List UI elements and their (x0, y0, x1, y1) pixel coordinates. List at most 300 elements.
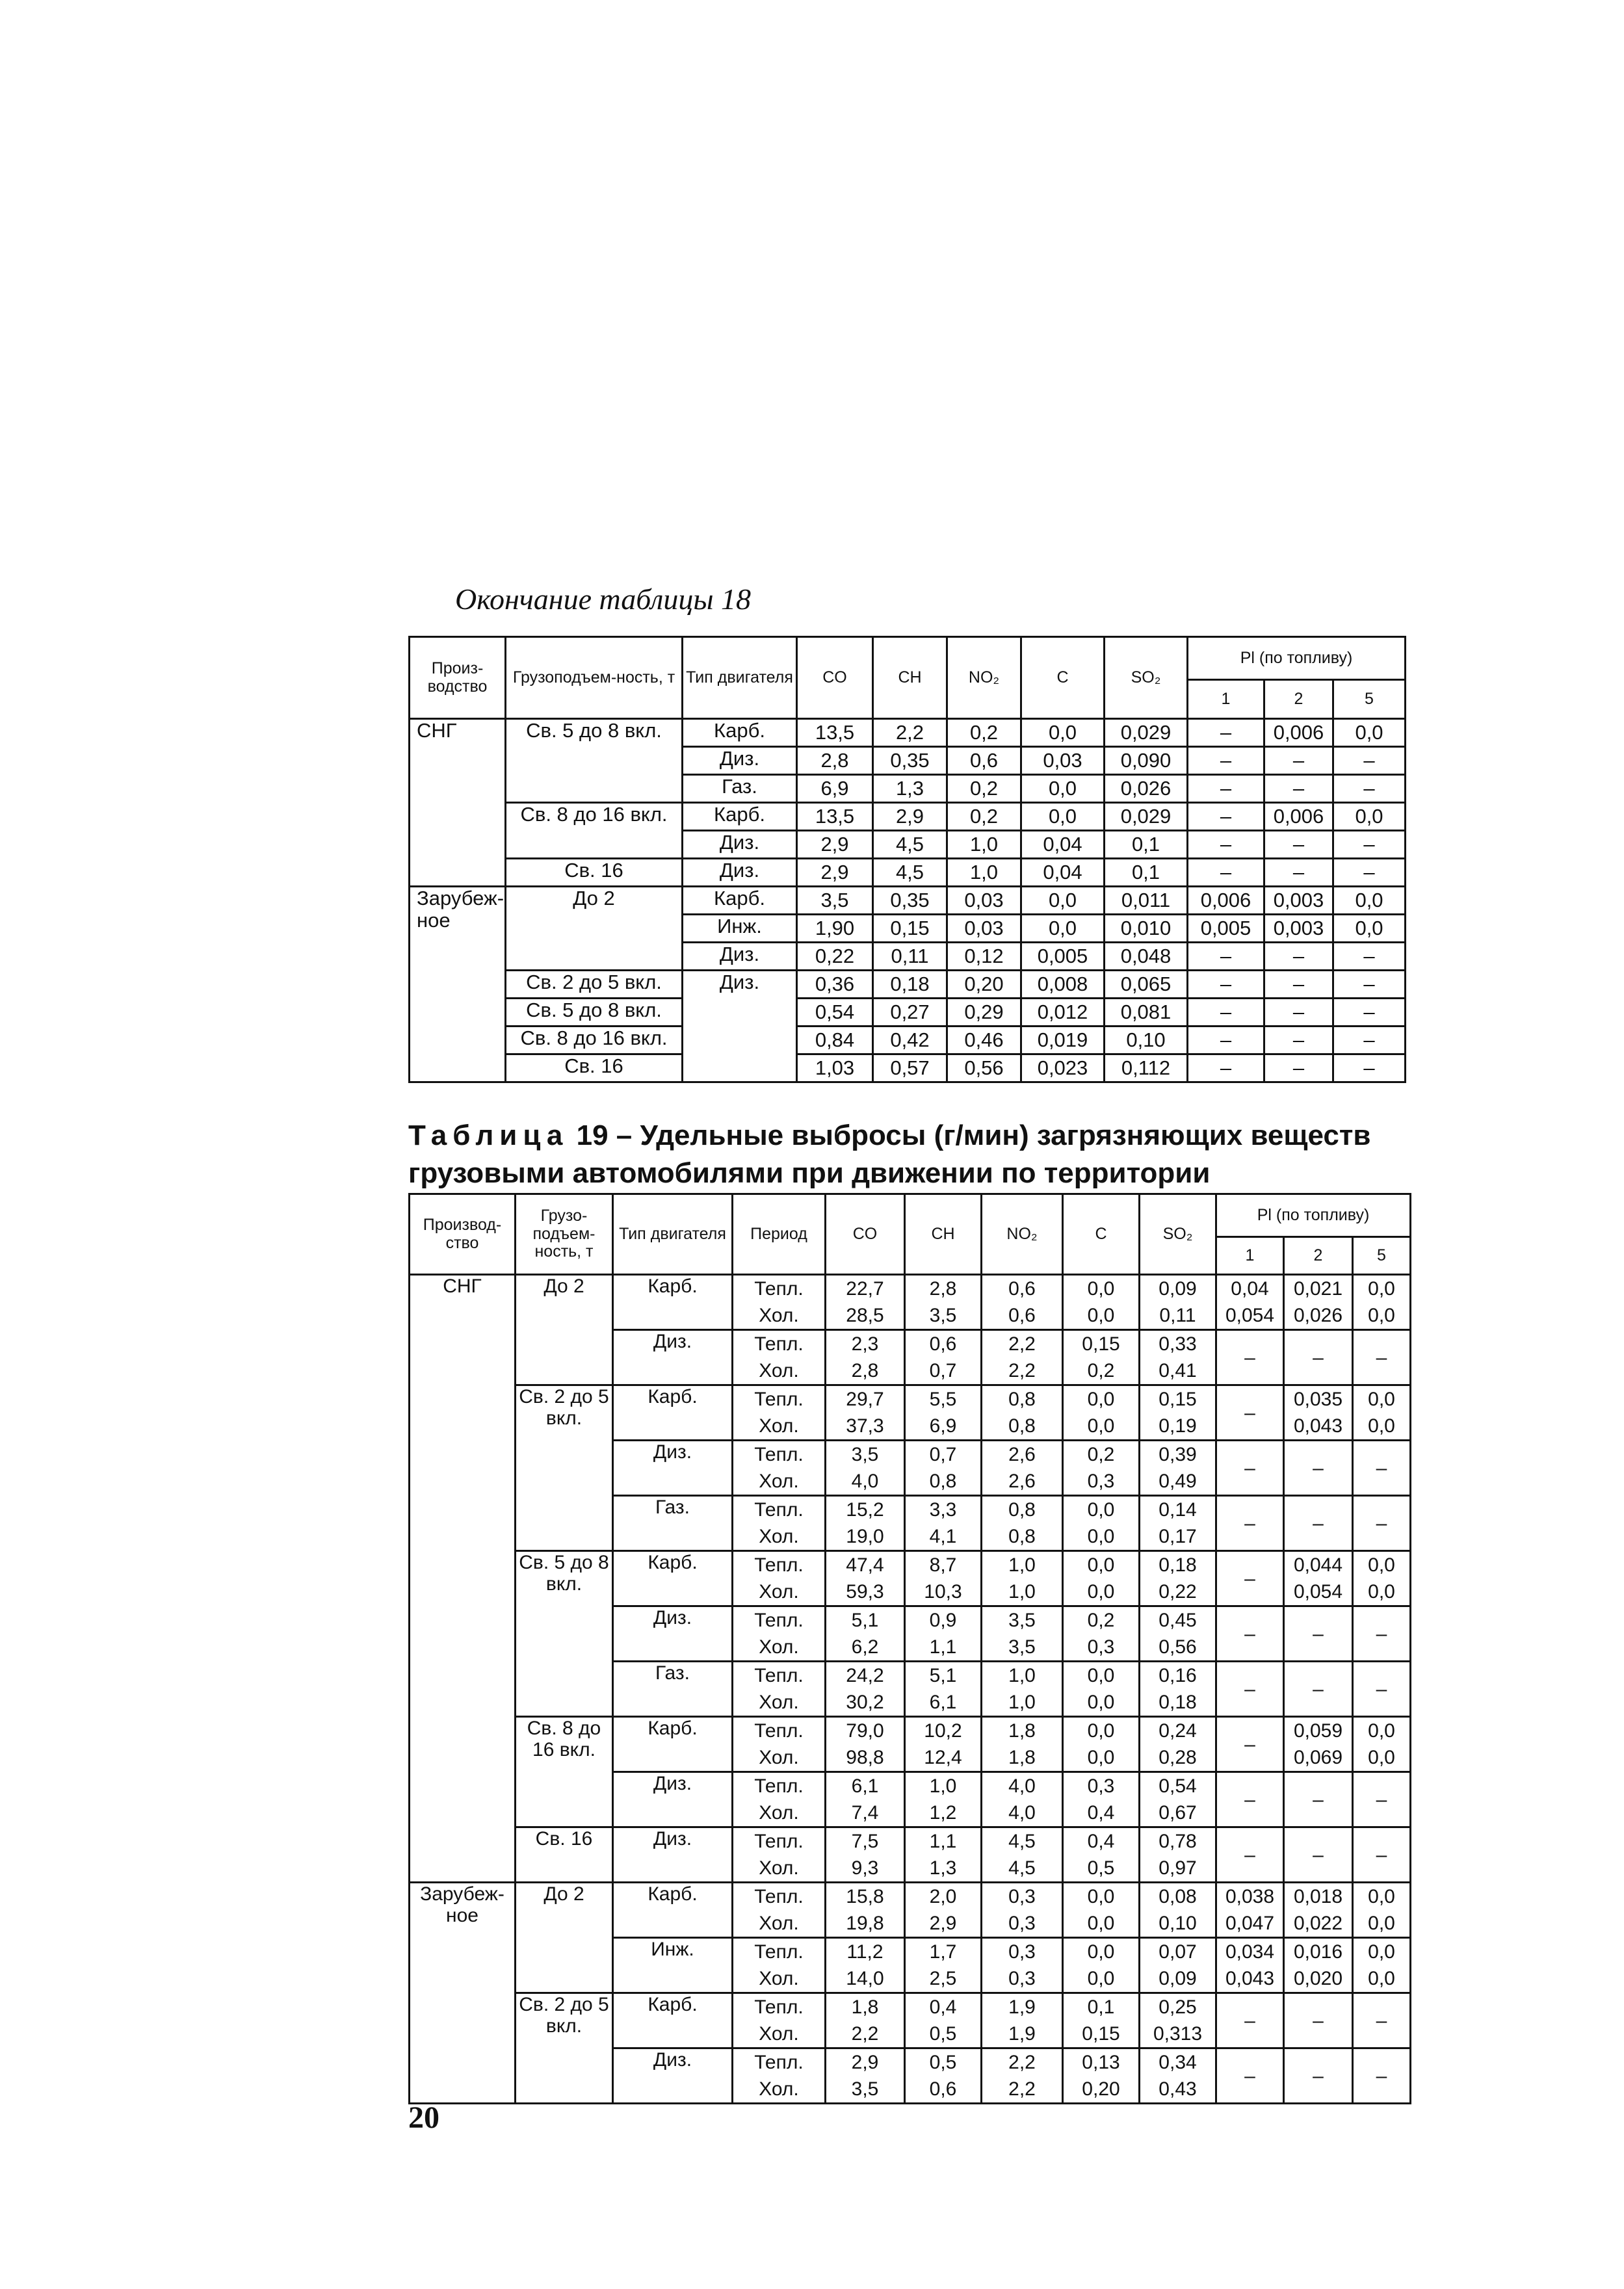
c-cell: 0,15 (1063, 1330, 1140, 1358)
so2-cell: 0,67 (1140, 1799, 1216, 1827)
pi-5-cell: – (1333, 747, 1406, 775)
pi-5-cell: 0,0 (1333, 719, 1406, 747)
header-pi-1: 1 (1216, 1237, 1284, 1275)
no2-cell: 4,5 (982, 1827, 1063, 1855)
c-cell: 0,20 (1063, 2076, 1140, 2104)
pi-1-cell: – (1216, 1330, 1284, 1385)
pi-5-cell: – (1333, 1027, 1406, 1054)
period-cell: Хол. (733, 1302, 826, 1330)
table-row (410, 803, 1406, 831)
pi-2-cell: – (1264, 1054, 1333, 1082)
header-c: C (1021, 637, 1105, 719)
no2-cell: 0,3 (982, 1883, 1063, 1911)
c-cell: 0,4 (1063, 1799, 1140, 1827)
so2-cell: 0,313 (1140, 2021, 1216, 2048)
header-so2: SO₂ (1140, 1194, 1216, 1275)
pi-2-cell: – (1264, 971, 1333, 999)
pi-1-cell: – (1188, 859, 1264, 887)
capacity-cell: Св. 8 до 16 вкл. (506, 1027, 683, 1054)
co-cell: 22,7 (826, 1275, 905, 1303)
ch-cell: 0,27 (873, 999, 947, 1027)
co-cell: 1,8 (826, 1993, 905, 2021)
engine-cell: Карб. (683, 803, 797, 831)
pi-1-cell: 0,038 (1216, 1883, 1284, 1911)
ch-cell: 5,5 (905, 1385, 982, 1413)
c-cell: 0,0 (1021, 775, 1105, 803)
ch-cell: 8,7 (905, 1551, 982, 1579)
c-cell: 0,0 (1021, 803, 1105, 831)
ch-cell: 0,8 (905, 1468, 982, 1496)
engine-cell: Инж. (613, 1938, 733, 1993)
so2-cell: 0,43 (1140, 2076, 1216, 2104)
co-cell: 28,5 (826, 1302, 905, 1330)
pi-2-cell: – (1264, 747, 1333, 775)
pi-2-cell: – (1284, 1496, 1353, 1551)
table18-caption: Окончание таблицы 18 (455, 582, 751, 616)
pi-2-cell: 0,054 (1284, 1578, 1353, 1606)
production-cell: Зарубеж-ное (410, 1883, 516, 2104)
co-cell: 14,0 (826, 1965, 905, 1993)
pi-2-cell: 0,006 (1264, 803, 1333, 831)
table-row (410, 1027, 1406, 1054)
so2-cell: 0,081 (1105, 999, 1188, 1027)
ch-cell: 0,15 (873, 915, 947, 943)
period-cell: Тепл. (733, 1275, 826, 1303)
ch-cell: 1,3 (905, 1855, 982, 1883)
production-cell: Зарубеж-ное (410, 887, 506, 1082)
c-cell: 0,3 (1063, 1772, 1140, 1800)
header-co: CO (797, 637, 873, 719)
header-capacity: Грузоподъем-ность, т (506, 637, 683, 719)
capacity-cell: Св. 16 (516, 1827, 613, 1883)
co-cell: 3,5 (826, 2076, 905, 2104)
pi-1-cell: – (1188, 943, 1264, 971)
so2-cell: 0,010 (1105, 915, 1188, 943)
capacity-cell: До 2 (516, 1275, 613, 1385)
c-cell: 0,0 (1021, 915, 1105, 943)
ch-cell: 0,57 (873, 1054, 947, 1082)
pi-2-cell: – (1284, 1993, 1353, 2048)
period-cell: Хол. (733, 1744, 826, 1772)
ch-cell: 0,5 (905, 2048, 982, 2076)
ch-cell: 1,3 (873, 775, 947, 803)
c-cell: 0,0 (1063, 1689, 1140, 1717)
no2-cell: 1,8 (982, 1744, 1063, 1772)
pi-5-cell: – (1353, 1330, 1411, 1385)
header-no2: NO₂ (982, 1194, 1063, 1275)
pi-1-cell: – (1188, 747, 1264, 775)
so2-cell: 0,45 (1140, 1606, 1216, 1634)
co-cell: 1,90 (797, 915, 873, 943)
period-cell: Тепл. (733, 1441, 826, 1469)
so2-cell: 0,39 (1140, 1441, 1216, 1469)
pi-2-cell: – (1284, 1827, 1353, 1883)
table-row (410, 1551, 1411, 1579)
c-cell: 0,0 (1063, 1662, 1140, 1690)
so2-cell: 0,1 (1105, 831, 1188, 859)
capacity-cell: Св. 16 (506, 1054, 683, 1082)
pi-5-cell: 0,0 (1353, 1938, 1411, 1966)
so2-cell: 0,18 (1140, 1551, 1216, 1579)
co-cell: 6,9 (797, 775, 873, 803)
period-cell: Тепл. (733, 1385, 826, 1413)
period-cell: Хол. (733, 1523, 826, 1551)
co-cell: 2,9 (826, 2048, 905, 2076)
no2-cell: 1,0 (947, 831, 1021, 859)
co-cell: 6,1 (826, 1772, 905, 1800)
c-cell: 0,2 (1063, 1606, 1140, 1634)
table-row (410, 1054, 1406, 1082)
c-cell: 0,0 (1063, 1910, 1140, 1938)
pi-5-cell: 0,0 (1353, 1578, 1411, 1606)
co-cell: 2,8 (797, 747, 873, 775)
header-c: C (1063, 1194, 1140, 1275)
pi-1-cell: – (1188, 971, 1264, 999)
pi-2-cell: 0,059 (1284, 1717, 1353, 1745)
pi-5-cell: 0,0 (1353, 1302, 1411, 1330)
c-cell: 0,0 (1063, 1275, 1140, 1303)
so2-cell: 0,14 (1140, 1496, 1216, 1524)
c-cell: 0,2 (1063, 1357, 1140, 1385)
capacity-cell: Св. 16 (506, 859, 683, 887)
c-cell: 0,3 (1063, 1468, 1140, 1496)
so2-cell: 0,54 (1140, 1772, 1216, 1800)
so2-cell: 0,029 (1105, 803, 1188, 831)
pi-5-cell: 0,0 (1353, 1717, 1411, 1745)
no2-cell: 2,2 (982, 2076, 1063, 2104)
so2-cell: 0,19 (1140, 1413, 1216, 1441)
pi-2-cell: 0,035 (1284, 1385, 1353, 1413)
c-cell: 0,15 (1063, 2021, 1140, 2048)
pi-2-cell: – (1284, 1606, 1353, 1662)
no2-cell: 4,0 (982, 1772, 1063, 1800)
ch-cell: 12,4 (905, 1744, 982, 1772)
pi-1-cell: – (1216, 1827, 1284, 1883)
no2-cell: 0,2 (947, 775, 1021, 803)
pi-5-cell: 0,0 (1353, 1965, 1411, 1993)
no2-cell: 2,6 (982, 1441, 1063, 1469)
no2-cell: 0,8 (982, 1496, 1063, 1524)
pi-5-cell: 0,0 (1333, 803, 1406, 831)
ch-cell: 1,0 (905, 1772, 982, 1800)
engine-cell: Диз. (613, 1772, 733, 1827)
ch-cell: 0,9 (905, 1606, 982, 1634)
pi-2-cell: – (1264, 999, 1333, 1027)
pi-5-cell: 0,0 (1353, 1385, 1411, 1413)
table-row (410, 971, 1406, 999)
co-cell: 30,2 (826, 1689, 905, 1717)
co-cell: 6,2 (826, 1634, 905, 1662)
pi-5-cell: – (1333, 831, 1406, 859)
pi-5-cell: – (1353, 1772, 1411, 1827)
pi-5-cell: – (1333, 971, 1406, 999)
c-cell: 0,4 (1063, 1827, 1140, 1855)
period-cell: Хол. (733, 1413, 826, 1441)
co-cell: 2,3 (826, 1330, 905, 1358)
co-cell: 7,4 (826, 1799, 905, 1827)
no2-cell: 0,03 (947, 915, 1021, 943)
ch-cell: 2,2 (873, 719, 947, 747)
header-production: Производ-ство (410, 1194, 516, 1275)
pi-2-cell: 0,021 (1284, 1275, 1353, 1303)
no2-cell: 0,3 (982, 1965, 1063, 1993)
ch-cell: 6,1 (905, 1689, 982, 1717)
no2-cell: 1,0 (982, 1551, 1063, 1579)
engine-cell: Карб. (613, 1551, 733, 1606)
co-cell: 15,2 (826, 1496, 905, 1524)
so2-cell: 0,25 (1140, 1993, 1216, 2021)
c-cell: 0,008 (1021, 971, 1105, 999)
engine-cell: Карб. (683, 887, 797, 915)
period-cell: Тепл. (733, 2048, 826, 2076)
co-cell: 3,5 (797, 887, 873, 915)
engine-cell: Карб. (613, 1275, 733, 1330)
c-cell: 0,0 (1063, 1883, 1140, 1911)
engine-cell: Карб. (613, 1883, 733, 1938)
no2-cell: 3,5 (982, 1634, 1063, 1662)
so2-cell: 0,41 (1140, 1357, 1216, 1385)
so2-cell: 0,112 (1105, 1054, 1188, 1082)
pi-2-cell: 0,043 (1284, 1413, 1353, 1441)
so2-cell: 0,026 (1105, 775, 1188, 803)
ch-cell: 10,3 (905, 1578, 982, 1606)
c-cell: 0,023 (1021, 1054, 1105, 1082)
no2-cell: 1,0 (982, 1689, 1063, 1717)
no2-cell: 1,9 (982, 1993, 1063, 2021)
no2-cell: 1,0 (982, 1662, 1063, 1690)
pi-2-cell: – (1284, 2048, 1353, 2104)
pi-5-cell: 0,0 (1353, 1413, 1411, 1441)
ch-cell: 2,9 (873, 803, 947, 831)
period-cell: Хол. (733, 1855, 826, 1883)
co-cell: 0,22 (797, 943, 873, 971)
no2-cell: 0,8 (982, 1523, 1063, 1551)
ch-cell: 10,2 (905, 1717, 982, 1745)
so2-cell: 0,49 (1140, 1468, 1216, 1496)
production-cell: СНГ (410, 719, 506, 887)
table-row (410, 859, 1406, 887)
table-18 (408, 636, 1406, 1083)
pi-5-cell: 0,0 (1353, 1551, 1411, 1579)
engine-cell: Диз. (683, 747, 797, 775)
no2-cell: 4,0 (982, 1799, 1063, 1827)
ch-cell: 3,3 (905, 1496, 982, 1524)
ch-cell: 1,7 (905, 1938, 982, 1966)
pi-5-cell: – (1353, 1496, 1411, 1551)
no2-cell: 2,6 (982, 1468, 1063, 1496)
co-cell: 59,3 (826, 1578, 905, 1606)
table-row (410, 1827, 1411, 1855)
table-row (410, 999, 1406, 1027)
pi-1-cell: – (1188, 1054, 1264, 1082)
so2-cell: 0,28 (1140, 1744, 1216, 1772)
pi-1-cell: 0,006 (1188, 887, 1264, 915)
ch-cell: 1,1 (905, 1634, 982, 1662)
so2-cell: 0,56 (1140, 1634, 1216, 1662)
pi-1-cell: – (1216, 1385, 1284, 1441)
ch-cell: 0,18 (873, 971, 947, 999)
ch-cell: 4,1 (905, 1523, 982, 1551)
table19-title-prefix: Таблица (408, 1119, 569, 1151)
c-cell: 0,0 (1063, 1496, 1140, 1524)
period-cell: Хол. (733, 1468, 826, 1496)
pi-5-cell: – (1353, 2048, 1411, 2104)
engine-cell: Карб. (613, 1385, 733, 1441)
so2-cell: 0,08 (1140, 1883, 1216, 1911)
c-cell: 0,0 (1063, 1965, 1140, 1993)
header-so2: SO₂ (1105, 637, 1188, 719)
pi-2-cell: 0,016 (1284, 1938, 1353, 1966)
pi-1-cell: – (1188, 775, 1264, 803)
header-engine: Тип двигателя (683, 637, 797, 719)
pi-2-cell: – (1284, 1330, 1353, 1385)
table19-title (408, 1117, 1409, 1192)
engine-cell: Диз. (683, 831, 797, 859)
pi-2-cell: – (1264, 1027, 1333, 1054)
engine-cell: Диз. (683, 971, 797, 1082)
co-cell: 11,2 (826, 1938, 905, 1966)
pi-2-cell: 0,003 (1264, 887, 1333, 915)
period-cell: Тепл. (733, 1883, 826, 1911)
no2-cell: 0,6 (982, 1302, 1063, 1330)
pi-2-cell: 0,044 (1284, 1551, 1353, 1579)
period-cell: Хол. (733, 1578, 826, 1606)
so2-cell: 0,18 (1140, 1689, 1216, 1717)
pi-5-cell: – (1353, 1993, 1411, 2048)
engine-cell: Диз. (613, 1827, 733, 1883)
pi-1-cell: – (1216, 2048, 1284, 2104)
pi-2-cell: 0,018 (1284, 1883, 1353, 1911)
pi-5-cell: 0,0 (1333, 915, 1406, 943)
pi-1-cell: 0,005 (1188, 915, 1264, 943)
pi-5-cell: 0,0 (1353, 1883, 1411, 1911)
co-cell: 0,54 (797, 999, 873, 1027)
co-cell: 2,9 (797, 831, 873, 859)
header-ch: CH (905, 1194, 982, 1275)
period-cell: Тепл. (733, 1330, 826, 1358)
no2-cell: 0,56 (947, 1054, 1021, 1082)
engine-cell: Диз. (683, 859, 797, 887)
pi-1-cell: – (1216, 1993, 1284, 2048)
co-cell: 79,0 (826, 1717, 905, 1745)
no2-cell: 2,2 (982, 1357, 1063, 1385)
period-cell: Хол. (733, 1799, 826, 1827)
capacity-cell: Св. 5 до 8 вкл. (506, 999, 683, 1027)
no2-cell: 0,20 (947, 971, 1021, 999)
c-cell: 0,0 (1063, 1578, 1140, 1606)
no2-cell: 0,6 (947, 747, 1021, 775)
table-row (410, 1883, 1411, 1911)
engine-cell: Диз. (613, 1606, 733, 1662)
table-row (410, 719, 1406, 747)
engine-cell: Карб. (613, 1717, 733, 1772)
c-cell: 0,03 (1021, 747, 1105, 775)
no2-cell: 2,2 (982, 1330, 1063, 1358)
so2-cell: 0,11 (1140, 1302, 1216, 1330)
c-cell: 0,0 (1063, 1385, 1140, 1413)
so2-cell: 0,15 (1140, 1385, 1216, 1413)
pi-1-cell: – (1188, 803, 1264, 831)
pi-1-cell: 0,04 (1216, 1275, 1284, 1303)
header-pi-5: 5 (1333, 680, 1406, 719)
pi-5-cell: – (1333, 1054, 1406, 1082)
so2-cell: 0,97 (1140, 1855, 1216, 1883)
no2-cell: 1,9 (982, 2021, 1063, 2048)
capacity-cell: Св. 2 до 5 вкл. (506, 971, 683, 999)
pi-1-cell: – (1188, 1027, 1264, 1054)
no2-cell: 0,2 (947, 719, 1021, 747)
pi-2-cell: 0,003 (1264, 915, 1333, 943)
no2-cell: 0,6 (982, 1275, 1063, 1303)
pi-2-cell: 0,020 (1284, 1965, 1353, 1993)
engine-cell: Диз. (613, 2048, 733, 2104)
co-cell: 2,9 (797, 859, 873, 887)
ch-cell: 0,35 (873, 887, 947, 915)
pi-2-cell: – (1264, 831, 1333, 859)
pi-5-cell: 0,0 (1353, 1910, 1411, 1938)
ch-cell: 2,8 (905, 1275, 982, 1303)
c-cell: 0,0 (1021, 719, 1105, 747)
pi-2-cell: – (1264, 775, 1333, 803)
period-cell: Тепл. (733, 1717, 826, 1745)
page-number: 20 (408, 2100, 439, 2135)
no2-cell: 0,29 (947, 999, 1021, 1027)
pi-5-cell: – (1353, 1827, 1411, 1883)
c-cell: 0,0 (1063, 1744, 1140, 1772)
co-cell: 37,3 (826, 1413, 905, 1441)
no2-cell: 3,5 (982, 1606, 1063, 1634)
pi-2-cell: – (1264, 943, 1333, 971)
ch-cell: 5,1 (905, 1662, 982, 1690)
pi-5-cell: – (1353, 1441, 1411, 1496)
engine-cell: Диз. (683, 943, 797, 971)
table-row (410, 1993, 1411, 2021)
no2-cell: 1,0 (982, 1578, 1063, 1606)
pi-2-cell: – (1284, 1441, 1353, 1496)
c-cell: 0,04 (1021, 831, 1105, 859)
header-no2: NO₂ (947, 637, 1021, 719)
pi-5-cell: 0,0 (1333, 887, 1406, 915)
no2-cell: 0,3 (982, 1938, 1063, 1966)
co-cell: 4,0 (826, 1468, 905, 1496)
pi-1-cell: – (1188, 831, 1264, 859)
so2-cell: 0,16 (1140, 1662, 1216, 1690)
pi-5-cell: – (1333, 999, 1406, 1027)
capacity-cell: Св. 5 до 8 вкл. (516, 1551, 613, 1717)
header-pi-1: 1 (1188, 680, 1264, 719)
co-cell: 5,1 (826, 1606, 905, 1634)
ch-cell: 1,2 (905, 1799, 982, 1827)
table-19 (408, 1193, 1411, 2104)
header-period: Период (733, 1194, 826, 1275)
pi-1-cell: – (1188, 719, 1264, 747)
c-cell: 0,0 (1063, 1717, 1140, 1745)
so2-cell: 0,17 (1140, 1523, 1216, 1551)
pi-5-cell: 0,0 (1353, 1744, 1411, 1772)
ch-cell: 4,5 (873, 831, 947, 859)
period-cell: Тепл. (733, 1551, 826, 1579)
ch-cell: 0,35 (873, 747, 947, 775)
co-cell: 19,0 (826, 1523, 905, 1551)
c-cell: 0,3 (1063, 1634, 1140, 1662)
engine-cell: Газ. (683, 775, 797, 803)
capacity-cell: Св. 8 до 16 вкл. (506, 803, 683, 859)
pi-5-cell: 0,0 (1353, 1275, 1411, 1303)
co-cell: 2,2 (826, 2021, 905, 2048)
period-cell: Тепл. (733, 1606, 826, 1634)
so2-cell: 0,07 (1140, 1938, 1216, 1966)
period-cell: Тепл. (733, 1827, 826, 1855)
